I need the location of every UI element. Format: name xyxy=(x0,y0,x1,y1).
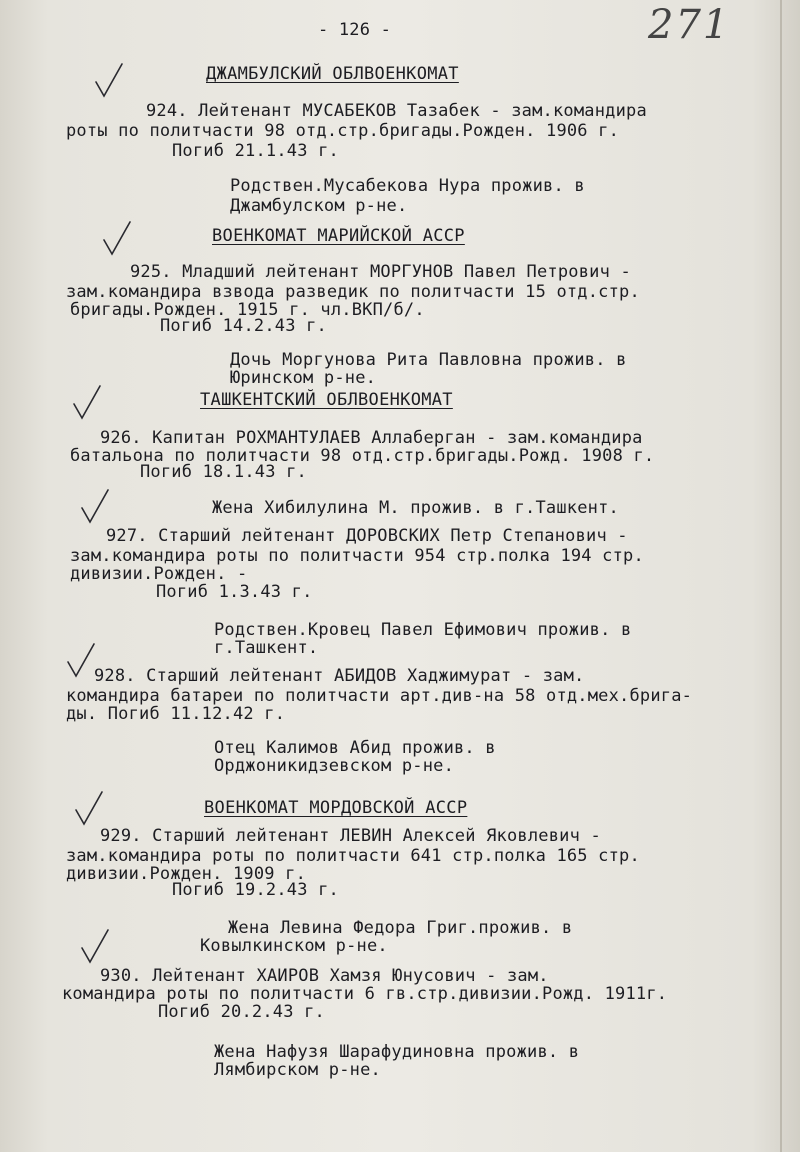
entry-930-line-3: Погиб 20.2.43 г. xyxy=(158,1002,325,1022)
section-heading-dzhambul: ДЖАМБУЛСКИЙ ОБЛВОЕНКОМАТ xyxy=(206,64,459,84)
archive-page-number: 271 xyxy=(648,2,731,48)
checkmark-icon xyxy=(64,640,98,680)
entry-927-relative-1: Родствен.Кровец Павел Ефимович прожив. в xyxy=(214,620,632,640)
entry-928-line-2: командира батареи по политчасти арт.див-на 58 отд.мех.брига- xyxy=(66,686,693,706)
entry-924-relative-2: Джамбулском р-не. xyxy=(230,196,408,216)
entry-925-line-4: Погиб 14.2.43 г. xyxy=(160,316,327,336)
checkmark-icon xyxy=(78,486,112,526)
section-heading-mordovia: ВОЕНКОМАТ МОРДОВСКОЙ АССР xyxy=(204,798,468,818)
entry-930-line-2: командира роты по политчасти 6 гв.стр.дивизии.Рожд. 1911г. xyxy=(62,984,668,1004)
entry-930-line-1: 930. Лейтенант ХАИРОВ Хамзя Юнусович - зам. xyxy=(100,966,549,986)
entry-926-line-3: Погиб 18.1.43 г. xyxy=(140,462,307,482)
entry-929-line-2: зам.командира роты по политчасти 641 стр.полка 165 стр. xyxy=(66,846,640,866)
entry-924-line-2: роты по политчасти 98 отд.стр.бригады.Рожден. 1906 г. xyxy=(66,121,620,141)
page-number: - 126 - xyxy=(318,20,392,40)
entry-928-line-3: ды. Погиб 11.12.42 г. xyxy=(66,704,286,724)
entry-924-relative-1: Родствен.Мусабекова Нура прожив. в xyxy=(230,176,585,196)
entry-925-relative-1: Дочь Моргунова Рита Павловна прожив. в xyxy=(230,350,627,370)
checkmark-icon xyxy=(78,926,112,966)
entry-929-line-4: Погиб 19.2.43 г. xyxy=(172,880,339,900)
entry-926-relative-1: Жена Хибилулина М. прожив. в г.Ташкент. xyxy=(212,498,619,518)
entry-927-line-1: 927. Старший лейтенант ДОРОВСКИХ Петр Степанович - xyxy=(106,526,628,546)
entry-929-line-3: дивизии.Рожден. 1909 г. xyxy=(66,864,307,884)
entry-930-relative-2: Лямбирском р-не. xyxy=(214,1060,381,1080)
entry-925-relative-2: Юринском р-не. xyxy=(230,368,377,388)
checkmark-icon xyxy=(72,788,106,828)
entry-925-line-1: 925. Младший лейтенант МОРГУНОВ Павел Петрович - xyxy=(130,262,631,282)
entry-930-relative-1: Жена Нафузя Шарафудиновна прожив. в xyxy=(214,1042,580,1062)
entry-928-line-1: 928. Старший лейтенант АБИДОВ Хаджимурат - зам. xyxy=(94,666,585,686)
entry-928-relative-2: Орджоникидзевском р-не. xyxy=(214,756,455,776)
entry-924-line-3: Погиб 21.1.43 г. xyxy=(172,141,339,161)
entry-929-relative-1: Жена Левина Федора Григ.прожив. в xyxy=(228,918,573,938)
entry-927-line-2: зам.командира роты по политчасти 954 стр.полка 194 стр. xyxy=(70,546,644,566)
entry-929-line-1: 929. Старший лейтенант ЛЕВИН Алексей Яковлевич - xyxy=(100,826,601,846)
checkmark-icon xyxy=(92,60,126,100)
entry-926-line-1: 926. Капитан РОХМАНТУЛАЕВ Аллаберган - зам.командира xyxy=(100,428,643,448)
checkmark-icon xyxy=(100,218,134,258)
page-edge xyxy=(780,0,782,1152)
checkmark-icon xyxy=(70,382,104,422)
section-heading-mari: ВОЕНКОМАТ МАРИЙСКОЙ АССР xyxy=(212,226,465,246)
entry-924-line-1: 924. Лейтенант МУСАБЕКОВ Тазабек - зам.командира xyxy=(146,101,647,121)
entry-925-line-3: бригады.Рожден. 1915 г. чл.ВКП/б/. xyxy=(70,300,425,320)
entry-926-line-2: батальона по политчасти 98 отд.стр.бригады.Рожд. 1908 г. xyxy=(70,446,655,466)
entry-929-relative-2: Ковылкинском р-не. xyxy=(200,936,388,956)
entry-927-line-4: Погиб 1.3.43 г. xyxy=(156,582,313,602)
entry-928-relative-1: Отец Калимов Абид прожив. в xyxy=(214,738,496,758)
section-heading-tashkent: ТАШКЕНТСКИЙ ОБЛВОЕНКОМАТ xyxy=(200,390,453,410)
entry-927-relative-2: г.Ташкент. xyxy=(214,638,319,658)
entry-925-line-2: зам.командира взвода разведик по политчасти 15 отд.стр. xyxy=(66,282,640,302)
entry-927-line-3: дивизии.Рожден. - xyxy=(70,564,248,584)
